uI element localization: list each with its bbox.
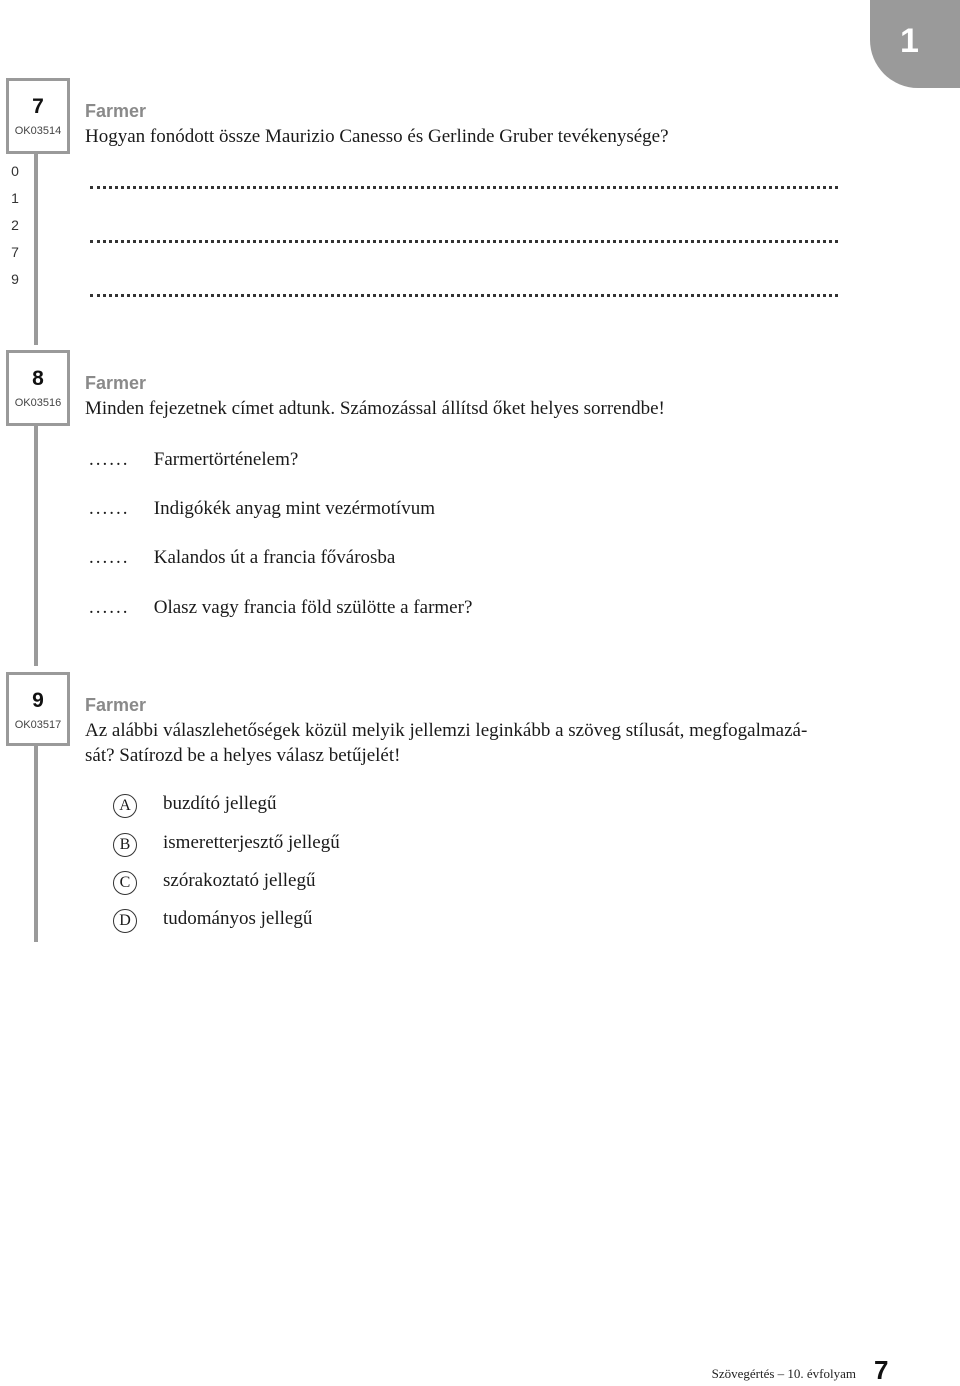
order-item-text: Olasz vagy francia föld szülötte a farmer?	[153, 597, 473, 618]
chapter-number: 1	[900, 22, 919, 60]
order-item-text: Farmertörténelem?	[153, 449, 299, 470]
task-8-number: 8	[32, 367, 44, 390]
option-text: buzdító jellegű	[163, 793, 277, 814]
answer-line[interactable]	[90, 294, 838, 297]
option-bubble-b[interactable]: B	[113, 833, 137, 857]
task-8-box	[6, 350, 70, 426]
order-number-slot[interactable]: ......	[89, 498, 130, 519]
answer-line[interactable]	[90, 240, 838, 243]
task-9-question-line-2: sát? Satírozd be a helyes válasz betűjelét!	[85, 745, 401, 766]
order-item	[89, 547, 395, 569]
option-bubble-a[interactable]: A	[113, 794, 137, 818]
score-code: 0	[11, 163, 19, 179]
task-8-label: Farmer	[85, 373, 147, 393]
task-7-code: OK03514	[14, 125, 62, 137]
option-bubble-c[interactable]: C	[113, 871, 137, 895]
task-9-number: 9	[32, 689, 44, 712]
order-item-text: Kalandos út a francia fővárosba	[153, 547, 396, 568]
option-bubble-d[interactable]: D	[113, 909, 137, 933]
task-7-label: Farmer	[85, 101, 147, 121]
score-code: 2	[11, 217, 19, 233]
task-9-code: OK03517	[14, 719, 62, 731]
task-7-rule	[34, 150, 38, 345]
answer-line[interactable]	[90, 186, 838, 189]
task-9-rule	[34, 742, 38, 942]
footer-subject: Szövegértés – 10. évfolyam	[711, 1366, 856, 1381]
task-9-label: Farmer	[85, 695, 147, 715]
order-number-slot[interactable]: ......	[89, 547, 130, 568]
task-7-box	[6, 78, 70, 154]
task-7-score-codes	[0, 158, 30, 293]
score-code: 7	[11, 244, 19, 260]
task-9-box	[6, 672, 70, 746]
page-number: 7	[874, 1355, 889, 1385]
score-code: 1	[11, 190, 19, 206]
order-item	[89, 597, 472, 619]
order-item-text: Indigókék anyag mint vezérmotívum	[153, 498, 435, 519]
order-item	[89, 449, 298, 471]
order-number-slot[interactable]: ......	[89, 597, 130, 618]
order-item	[89, 498, 435, 520]
option-text: tudományos jellegű	[163, 908, 313, 929]
task-8-rule	[34, 424, 38, 666]
score-code: 9	[11, 271, 19, 287]
task-7-number: 7	[32, 95, 44, 118]
task-7-question: Hogyan fonódott össze Maurizio Canesso és Gerlinde Gruber tevékenysége?	[85, 126, 669, 147]
task-9-question-line-1: Az alábbi válaszlehetőségek közül melyik jellemzi leginkább a szöveg stílusát, megfogalmazá-	[85, 720, 808, 741]
option-text: szórakoztató jellegű	[163, 870, 316, 891]
task-8-question: Minden fejezetnek címet adtunk. Számozással állítsd őket helyes sorrendbe!	[85, 398, 665, 419]
task-8-code: OK03516	[14, 397, 62, 409]
option-text: ismeretterjesztő jellegű	[163, 832, 340, 853]
order-number-slot[interactable]: ......	[89, 449, 130, 470]
chapter-tab	[870, 0, 960, 88]
